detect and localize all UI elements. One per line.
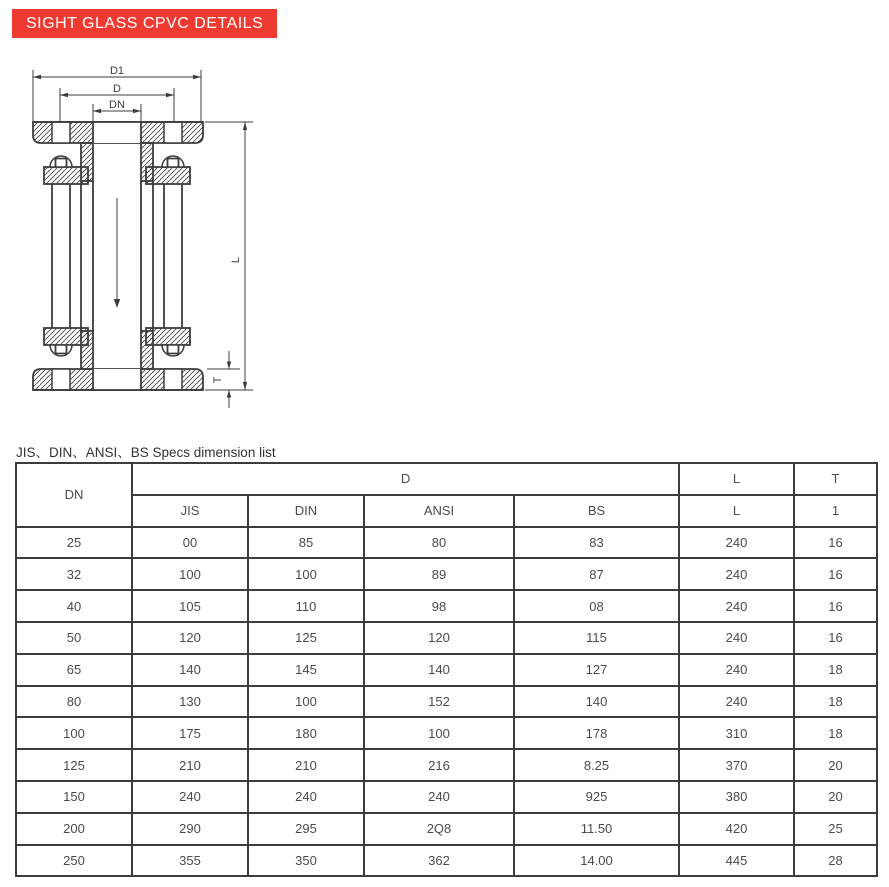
table-cell: 240 [679, 622, 794, 654]
header-row-top [16, 463, 877, 495]
table-header [16, 463, 877, 527]
flow-arrow [114, 198, 120, 308]
table-cell: 80 [364, 527, 514, 559]
table-cell: 240 [679, 686, 794, 718]
table-cell: 100 [364, 717, 514, 749]
table-cell: 210 [132, 749, 248, 781]
table-cell: 8.25 [514, 749, 679, 781]
table-cell: 18 [794, 717, 877, 749]
table-cell: 240 [364, 781, 514, 813]
lower-union-nuts [44, 328, 190, 345]
table-row [16, 622, 877, 654]
table-cell: 150 [16, 781, 132, 813]
table-cell: 216 [364, 749, 514, 781]
table-cell: 100 [16, 717, 132, 749]
table-cell: 295 [248, 813, 364, 845]
table-cell: 240 [679, 527, 794, 559]
table-cell: 925 [514, 781, 679, 813]
table-row [16, 845, 877, 877]
table-cell: 140 [364, 654, 514, 686]
lower-neck [81, 331, 153, 369]
header-row-sub [16, 495, 877, 527]
table-row [16, 558, 877, 590]
table-cell: 16 [794, 622, 877, 654]
lower-bolt-left [50, 345, 72, 356]
sub-header-bs: BS [514, 495, 679, 527]
table-cell: 125 [248, 622, 364, 654]
table-cell: 310 [679, 717, 794, 749]
table-row [16, 781, 877, 813]
table-cell: 240 [248, 781, 364, 813]
upper-neck [81, 143, 153, 181]
table-cell: 120 [132, 622, 248, 654]
lower-bolt-right [162, 345, 184, 356]
table-cell: 16 [794, 527, 877, 559]
col-header-t: T [794, 463, 877, 495]
table-cell: 65 [16, 654, 132, 686]
title-banner [12, 9, 277, 38]
table-row [16, 590, 877, 622]
table-row [16, 717, 877, 749]
top-flange [33, 122, 203, 143]
table-cell: 28 [794, 845, 877, 877]
table-cell: 40 [16, 590, 132, 622]
table-cell: 32 [16, 558, 132, 590]
table-cell: 25 [794, 813, 877, 845]
sub-header-din: DIN [248, 495, 364, 527]
table-cell: 115 [514, 622, 679, 654]
table-cell: 290 [132, 813, 248, 845]
table-row [16, 686, 877, 718]
table-cell: 127 [514, 654, 679, 686]
table-cell: 89 [364, 558, 514, 590]
table-cell: 25 [16, 527, 132, 559]
table-cell: 355 [132, 845, 248, 877]
col-group-d: D [132, 463, 679, 495]
table-cell: 00 [132, 527, 248, 559]
table-cell: 420 [679, 813, 794, 845]
sub-header-l: L [679, 495, 794, 527]
dimension-dn [93, 99, 141, 122]
table-cell: 152 [364, 686, 514, 718]
table-cell: 11.50 [514, 813, 679, 845]
spec-table [15, 462, 878, 877]
table-cell: 240 [679, 558, 794, 590]
table-row [16, 749, 877, 781]
table-cell: 20 [794, 749, 877, 781]
dim-label-d: D [113, 83, 121, 95]
upper-bolt-left [50, 156, 72, 167]
table-cell: 175 [132, 717, 248, 749]
table-cell: 380 [679, 781, 794, 813]
dim-label-t: T [212, 376, 224, 384]
technical-drawing [10, 58, 265, 413]
table-cell: 178 [514, 717, 679, 749]
table-cell: 105 [132, 590, 248, 622]
table-cell: 2Q8 [364, 813, 514, 845]
table-cell: 370 [679, 749, 794, 781]
table-cell: 100 [132, 558, 248, 590]
table-cell: 110 [248, 590, 364, 622]
dim-label-dn: DN [109, 99, 125, 111]
dim-label-l: L [230, 256, 242, 264]
table-cell: 250 [16, 845, 132, 877]
table-body [16, 527, 877, 877]
col-header-dn: DN [16, 463, 132, 527]
table-cell: 100 [248, 558, 364, 590]
table-cell: 83 [514, 527, 679, 559]
table-cell: 98 [364, 590, 514, 622]
upper-bolt-right [162, 156, 184, 167]
table-cell: 80 [16, 686, 132, 718]
col-header-l: L [679, 463, 794, 495]
page-title: SIGHT GLASS CPVC DETAILS [26, 14, 264, 32]
sub-header-ansi: ANSI [364, 495, 514, 527]
upper-union-nuts [44, 167, 190, 184]
table-cell: 18 [794, 686, 877, 718]
table-cell: 445 [679, 845, 794, 877]
table-cell: 50 [16, 622, 132, 654]
table-cell: 240 [679, 590, 794, 622]
table-row [16, 813, 877, 845]
sub-header-t: 1 [794, 495, 877, 527]
table-cell: 140 [514, 686, 679, 718]
table-cell: 125 [16, 749, 132, 781]
table-cell: 145 [248, 654, 364, 686]
table-cell: 16 [794, 590, 877, 622]
table-cell: 100 [248, 686, 364, 718]
table-cell: 18 [794, 654, 877, 686]
table-cell: 120 [364, 622, 514, 654]
table-cell: 180 [248, 717, 364, 749]
table-cell: 362 [364, 845, 514, 877]
table-cell: 85 [248, 527, 364, 559]
sub-header-jis: JIS [132, 495, 248, 527]
table-cell: 87 [514, 558, 679, 590]
table-cell: 14.00 [514, 845, 679, 877]
table-cell: 140 [132, 654, 248, 686]
dim-label-d1: D1 [109, 65, 125, 77]
table-row [16, 654, 877, 686]
table-cell: 20 [794, 781, 877, 813]
table-cell: 210 [248, 749, 364, 781]
table-cell: 350 [248, 845, 364, 877]
table-cell: 200 [16, 813, 132, 845]
table-caption: JIS、DIN、ANSI、BS Specs dimension list [16, 445, 276, 460]
bottom-flange [33, 369, 203, 390]
table-row [16, 527, 877, 559]
table-cell: 08 [514, 590, 679, 622]
table-cell: 16 [794, 558, 877, 590]
dimension-t [207, 351, 240, 408]
dimension-l [205, 122, 253, 390]
table-cell: 130 [132, 686, 248, 718]
table-cell: 240 [679, 654, 794, 686]
table-cell: 240 [132, 781, 248, 813]
